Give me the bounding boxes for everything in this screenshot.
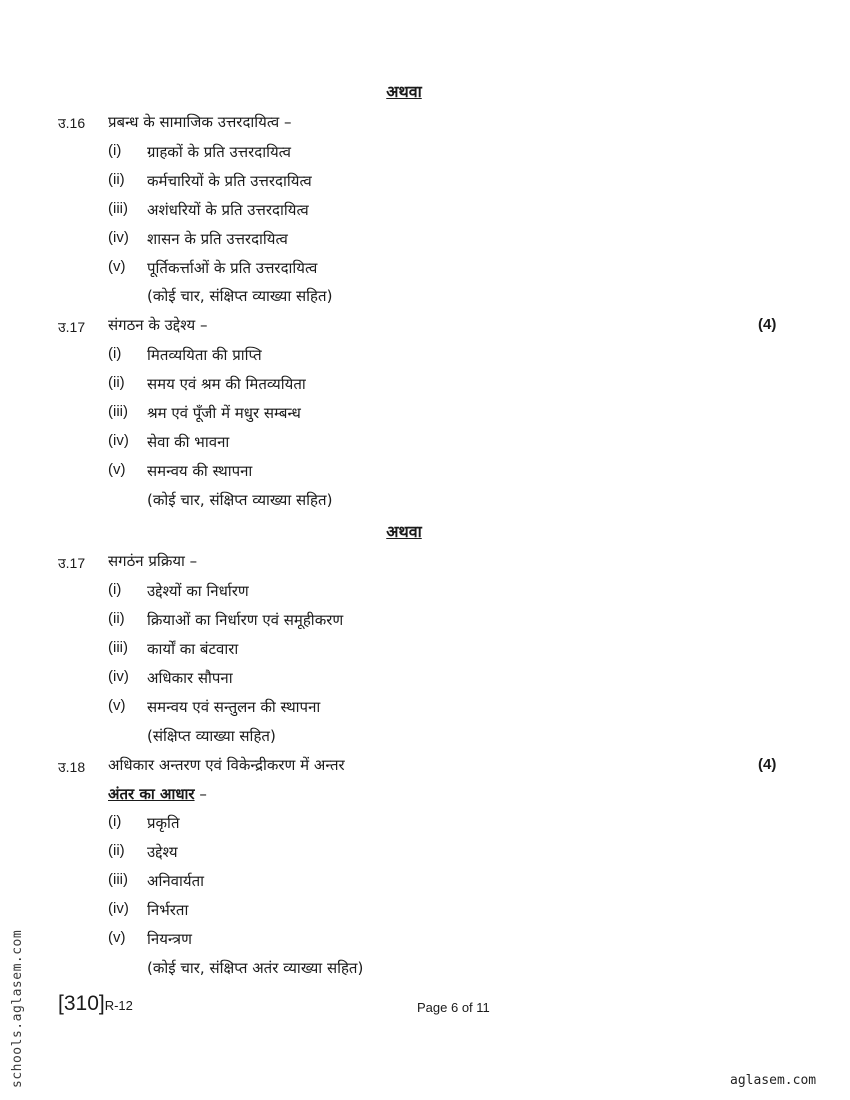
item-numeral: (v) [108, 697, 126, 714]
item-numeral: (i) [108, 813, 122, 830]
list-item [108, 200, 708, 222]
item-text: उद्देश्यों का निर्धारण [147, 582, 249, 600]
list-item [108, 432, 708, 454]
subheading-label: अंतर का आधार [108, 785, 195, 803]
subheading [108, 784, 207, 804]
list-item [108, 813, 708, 835]
item-numeral: (i) [108, 581, 122, 598]
item-numeral: (ii) [108, 842, 125, 859]
list-item [108, 258, 708, 280]
list-item [108, 142, 708, 164]
item-text: उद्देश्य [147, 843, 178, 861]
list-item [108, 610, 708, 632]
side-watermark: schools.aglasem.com [10, 929, 25, 1088]
subheading-dash: – [194, 785, 207, 803]
item-text: नियन्त्रण [147, 930, 192, 948]
item-text: समन्वय एवं सन्तुलन की स्थापना [147, 698, 321, 716]
list-item [108, 229, 708, 251]
question-title: संगठन के उद्देश्य – [108, 316, 208, 334]
item-text: पूर्तिकर्त्ताओं के प्रति उत्तरदायित्व [147, 259, 318, 277]
item-text: प्रकृति [147, 814, 180, 832]
list-item [108, 668, 708, 690]
item-numeral: (i) [108, 142, 122, 159]
list-item [108, 871, 708, 893]
item-text: कर्मचारियों के प्रति उत्तरदायित्व [147, 172, 312, 190]
list-item [108, 929, 708, 951]
item-numeral: (v) [108, 929, 126, 946]
item-numeral: (iv) [108, 668, 129, 685]
item-text: ग्राहकों के प्रति उत्तरदायित्व [147, 143, 291, 161]
list-item [108, 374, 708, 396]
item-text: कार्यों का बंटवारा [147, 640, 239, 658]
corner-watermark: aglasem.com [730, 1073, 817, 1088]
item-numeral: (iii) [108, 639, 128, 656]
list-item [108, 345, 708, 367]
question-title: प्रबन्ध के सामाजिक उत्तरदायित्व – [108, 113, 292, 131]
item-text: क्रियाओं का निर्धारण एवं समूहीकरण [147, 611, 344, 629]
item-text: अधिकार सौपना [147, 669, 233, 687]
item-numeral: (iii) [108, 871, 128, 888]
answer-note: (कोई चार, संक्षिप्त व्याख्या सहित) [147, 491, 333, 509]
question-number: उ.17 [58, 555, 86, 571]
paper-code [58, 992, 133, 1016]
item-numeral: (ii) [108, 610, 125, 627]
item-text: सेवा की भावना [147, 433, 230, 451]
or-heading: अथवा [386, 82, 422, 101]
item-numeral: (iii) [108, 200, 128, 217]
item-text: श्रम एवं पूँजी में मधुर सम्बन्ध [147, 404, 301, 422]
marks-label: (4) [758, 756, 777, 773]
list-item [108, 461, 708, 483]
item-text: निर्भरता [147, 901, 189, 919]
item-numeral: (i) [108, 345, 122, 362]
question-number: उ.17 [58, 319, 86, 335]
item-numeral: (iii) [108, 403, 128, 420]
list-item [108, 900, 708, 922]
item-text: अशंधरियों के प्रति उत्तरदायित्व [147, 201, 309, 219]
list-item [108, 581, 708, 603]
item-text: समय एवं श्रम की मितव्ययिता [147, 375, 306, 393]
list-item [108, 639, 708, 661]
item-numeral: (iv) [108, 900, 129, 917]
item-text: शासन के प्रति उत्तरदायित्व [147, 230, 288, 248]
item-text: मितव्ययिता की प्राप्ति [147, 346, 262, 364]
marks-label: (4) [758, 316, 777, 333]
item-numeral: (ii) [108, 171, 125, 188]
list-item [108, 697, 708, 719]
question-number: उ.16 [58, 115, 86, 131]
answer-note: (संक्षिप्त व्याख्या सहित) [147, 727, 276, 745]
question-title: सगठंन प्रक्रिया – [108, 552, 198, 570]
item-numeral: (iv) [108, 229, 129, 246]
item-numeral: (v) [108, 461, 126, 478]
item-text: समन्वय की स्थापना [147, 462, 253, 480]
list-item [108, 403, 708, 425]
paper-code-suffix: R-12 [104, 998, 133, 1013]
question-number: उ.18 [58, 759, 86, 775]
or-heading: अथवा [386, 522, 422, 541]
item-numeral: (ii) [108, 374, 125, 391]
item-numeral: (iv) [108, 432, 129, 449]
item-numeral: (v) [108, 258, 126, 275]
answer-note: (कोई चार, संक्षिप्त व्याख्या सहित) [147, 287, 333, 305]
paper-code-number: [310] [58, 992, 105, 1015]
item-text: अनिवार्यता [147, 872, 205, 890]
page-number: Page 6 of 11 [417, 1000, 490, 1015]
list-item [108, 171, 708, 193]
list-item [108, 842, 708, 864]
question-title: अधिकार अन्तरण एवं विकेन्द्रीकरण में अन्तर [108, 756, 345, 774]
answer-note: (कोई चार, संक्षिप्त अतंर व्याख्या सहित) [147, 959, 364, 977]
